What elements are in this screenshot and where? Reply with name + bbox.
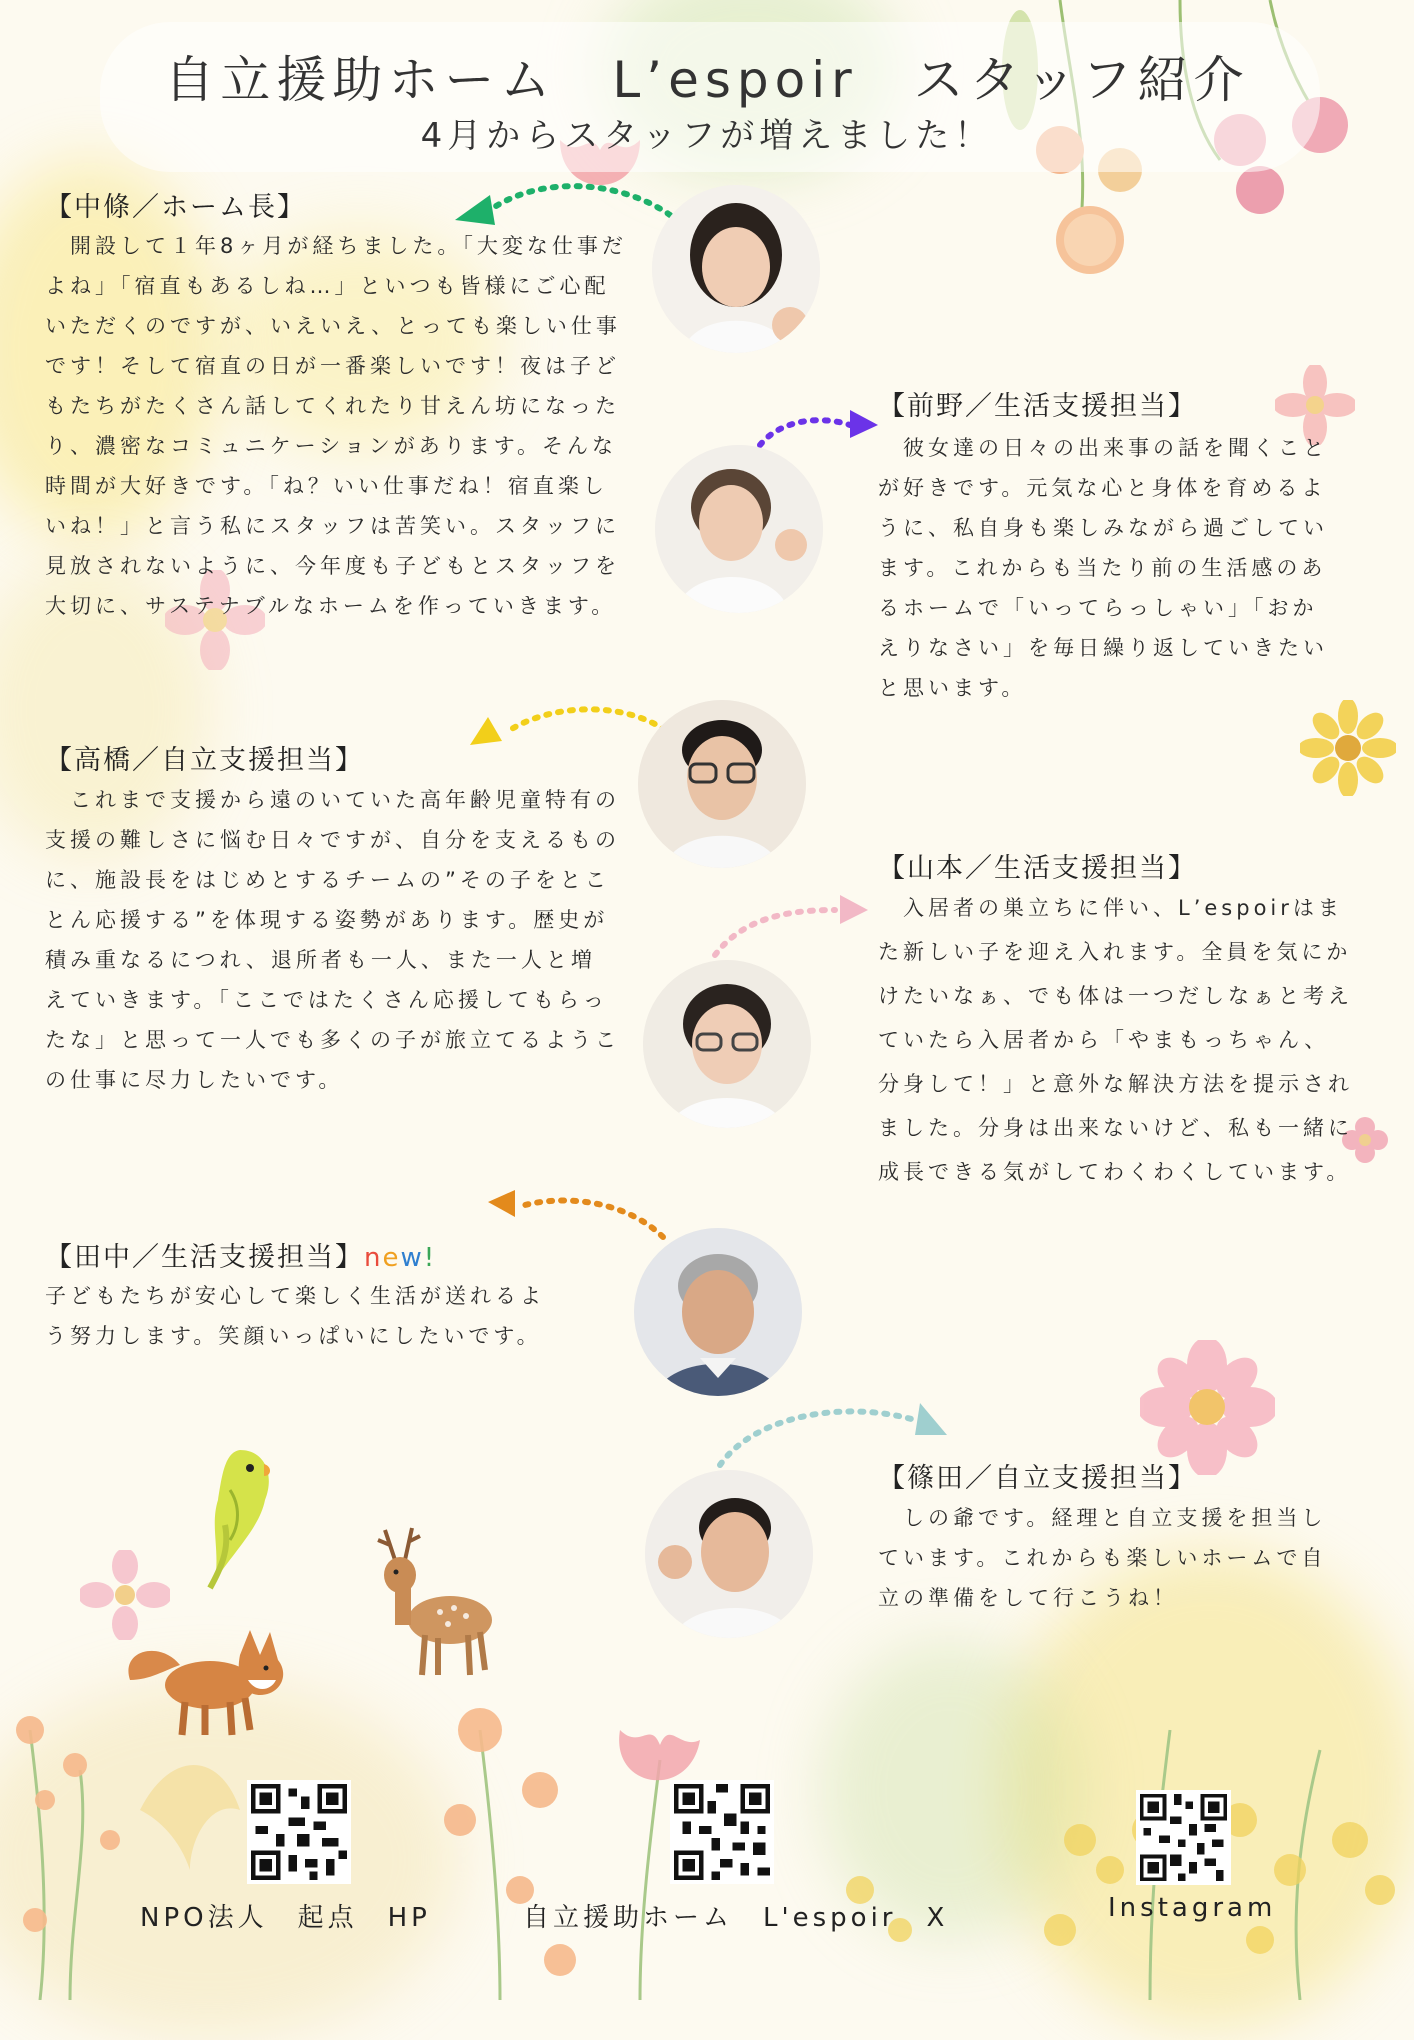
arrow-orange (485, 1185, 670, 1245)
yellow-flower-icon-right (1300, 700, 1396, 796)
staff-heading-yamamoto: 【山本／生活支援担当】 (878, 853, 1197, 884)
staff-text-yamamoto: 入居者の巣立ちに伴い、L’espoirはまた新しい子を迎え入れます。全員を気にかけたいなぁ、でも体は一つだしなぁと考えていたら入居者から「やまもっちゃん、分身して！」と意外な解決方法を提示されました。分身は出来ないけど、私も一緒に成長できる気がしてわくわくしています。 (878, 896, 1353, 1184)
qr-icon (670, 1780, 774, 1884)
staff-photo-tanaka (634, 1228, 802, 1396)
staff-text-takahashi: これまで支援から遠のいていた高年齢児童特有の支援の難しさに悩む日々ですが、自分を支えるものに、施設長をはじめとするチームの”その子をとことん応援する”を体現する姿勢があります。歴史が積み重なるにつれ、退所者も一人、また一人と増えていきます。「ここではたくさん応援してもらったな」と思って一人でも多くの子が旅立てるようこの仕事に尽力したいです。 (45, 788, 620, 1092)
parakeet-illustration (180, 1430, 290, 1590)
qr-code-npo-hp[interactable] (247, 1780, 351, 1884)
staff-photo-takahashi (638, 700, 806, 868)
staff-text-nakajo: 開設して１年8ヶ月が経ちました。「大変な仕事だよね」「宿直もあるしね…」といつも皆様にご心配いただくのですが、いえいえ、とっても楽しい仕事です！そして宿直の日が一番楽しいです！夜は子どもたちがたくさん話してくれたり甘えん坊になったり、濃密なコミュニケーションがあります。そんな時間が大好きです。「ね？いい仕事だね！宿直楽しいね！」と言う私にスタッフは苦笑い。スタッフに見放されないように、今年度も子どもとスタッフを大切に、サステナブルなホームを作っていきます。 (45, 234, 627, 618)
staff-text-tanaka: 子どもたちが安心して楽しく生活が送れるよう努力します。笑顔いっぱいにしたいです。 (45, 1284, 545, 1348)
qr-code-instagram[interactable] (1136, 1790, 1231, 1885)
pink-cosmos-icon (1140, 1340, 1275, 1475)
staff-heading-takahashi: 【高橋／自立支援担当】 (45, 745, 364, 776)
qr-label-instagram[interactable]: Instagram (1108, 1893, 1277, 1923)
fox-illustration (120, 1620, 300, 1740)
staff-heading-tanaka-label: 【田中／生活支援担当】 (45, 1242, 364, 1273)
staff-photo-shinoda (645, 1470, 813, 1638)
arrow-purple (750, 400, 880, 450)
qr-label-lespoir-x[interactable]: 自立援助ホーム L'espoir X (523, 1903, 949, 1933)
page-title: 自立援助ホーム L’espoir スタッフ紹介 (164, 51, 1250, 109)
staff-photo-yamamoto (643, 960, 811, 1128)
staff-heading-nakajo: 【中條／ホーム長】 (45, 192, 306, 223)
staff-heading-shinoda: 【篠田／自立支援担当】 (878, 1463, 1197, 1494)
staff-heading-maeno: 【前野／生活支援担当】 (878, 391, 1197, 422)
qr-label-npo-hp[interactable]: NPO法人 起点 HP (140, 1903, 431, 1933)
new-badge (364, 1243, 436, 1273)
arrow-yellow (460, 695, 670, 750)
staff-text-maeno: 彼女達の日々の出来事の話を聞くことが好きです。元気な心と身体を育めるように、私自身も楽しみながら過ごしています。これからも当たり前の生活感のあるホームで「いってらっしゃい」「おかえりなさい」を毎日繰り返していきたいと思います。 (878, 436, 1328, 700)
qr-icon (1136, 1790, 1231, 1885)
qr-code-lespoir-x[interactable] (670, 1780, 774, 1884)
page-subtitle: 4月からスタッフが増えました！ (420, 116, 994, 156)
staff-heading-tanaka (45, 1235, 436, 1274)
arrow-pink (705, 890, 870, 960)
qr-icon (247, 1780, 351, 1884)
staff-photo-nakajo (652, 185, 820, 353)
new-badge-letter: n (364, 1243, 383, 1273)
new-badge-letter: w (400, 1243, 424, 1273)
new-badge-letter: ! (423, 1243, 437, 1273)
deer-illustration (370, 1520, 500, 1680)
staff-text-shinoda: しの爺です。経理と自立支援を担当しています。これからも楽しいホームで自立の準備をして行こうね！ (878, 1506, 1327, 1610)
staff-photo-maeno (655, 445, 823, 613)
new-badge-letter: e (382, 1243, 401, 1273)
